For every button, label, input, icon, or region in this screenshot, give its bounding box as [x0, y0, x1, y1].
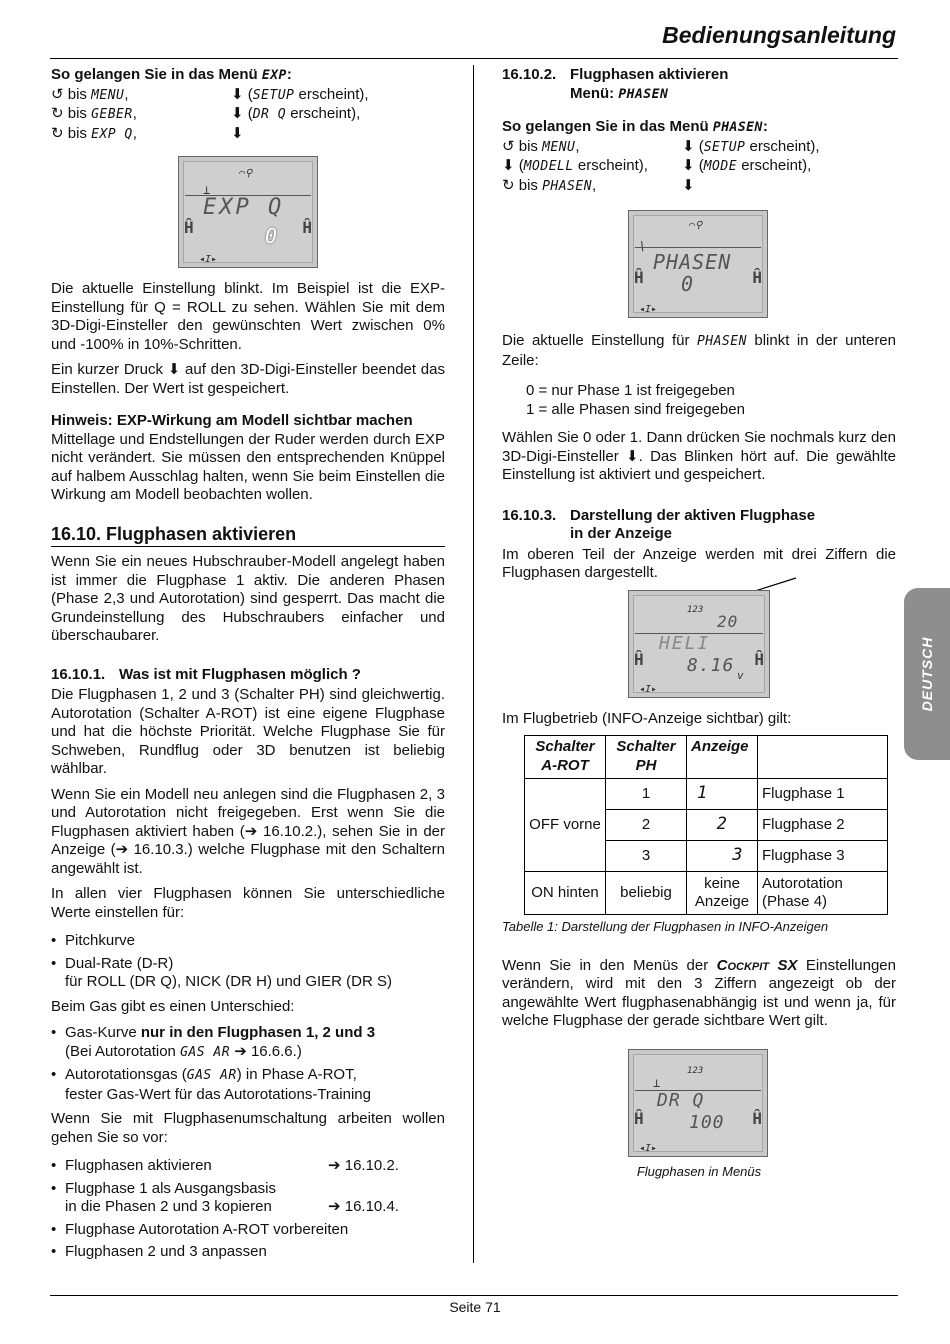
paragraph: Beim Gas gibt es einen Unterschied:: [51, 997, 295, 1015]
lcd-info-display: [628, 590, 770, 698]
table-header-row: [525, 736, 888, 779]
trim-bottom-icon: ◂I▸: [639, 683, 658, 695]
table-cell: 3: [606, 841, 687, 872]
list-item: • Autorotationsgas (GAS AR) in Phase A-ROT, fester Gas-Wert für das Autorotations-Training: [51, 1066, 445, 1104]
trim-right-icon: Ĥ: [752, 268, 762, 287]
footer-rule: [50, 1295, 898, 1296]
gas-list: [51, 1024, 445, 1104]
column-divider: [473, 65, 474, 1263]
right-column: [502, 66, 896, 1181]
nav-step: ⬇ (MODELL erscheint),: [502, 157, 648, 174]
lcd-phasen-value: 0: [681, 272, 697, 296]
trim-left-icon: Ĥ: [634, 268, 644, 287]
table-cell: Flugphase 2: [758, 810, 888, 841]
lcd-info-main: HELI: [659, 632, 711, 654]
lcd-phase-digits: 123: [687, 604, 704, 615]
paragraph: In allen vier Flugphasen können Sie unterschiedliche Werte einstellen für:: [51, 885, 445, 921]
list-item: • Gas-Kurve nur in den Flugphasen 1, 2 und 3 (Bei Autorotation GAS AR ➔ 16.6.6.): [51, 1024, 445, 1062]
table-cell: Flugphase 1: [758, 779, 888, 810]
table-cell: keine Anzeige: [687, 872, 758, 915]
hint-title: Hinweis: EXP-Wirkung am Modell sichtbar machen: [51, 412, 413, 429]
nav-step: ↻ bis PHASEN,: [502, 176, 597, 194]
list-item: • Flugphasen aktivieren ➔ 16.10.2.: [51, 1157, 445, 1176]
trim-bottom-icon: ◂I▸: [639, 1142, 658, 1154]
nav-step: ↻ bis EXP Q,: [51, 124, 137, 142]
table-cell: 2: [687, 810, 758, 841]
lcd-exp-display: [178, 156, 318, 268]
table-cell: OFF vorne: [525, 779, 606, 872]
header-rule: [50, 58, 898, 59]
lcd-info-wrap: [502, 590, 896, 698]
table-header: Schalter A-ROT: [525, 736, 606, 779]
page-number: Seite 71: [449, 1299, 501, 1315]
lcd-exp-value: 0: [265, 224, 281, 248]
table-cell: 1: [606, 779, 687, 810]
list-item: • Flugphase 1 als Ausgangsbasis in die Phasen 2 und 3 kopieren ➔ 16.10.4.: [51, 1180, 445, 1217]
lcd-info-unit: v: [737, 668, 744, 682]
lcd-phasen-display: [628, 210, 768, 318]
option-0: 0 = nur Phase 1 ist freigegeben: [526, 382, 735, 399]
nav-step: ↻ bis GEBER,: [51, 105, 137, 122]
list-item: • Dual-Rate (D-R) für ROLL (DR Q), NICK (DR H) und GIER (DR S): [51, 955, 445, 992]
section-heading-16-10-1: 16.10.1. Was ist mit Flugphasen möglich ?: [51, 665, 361, 683]
list-item: • Flugphase Autorotation A-ROT vorbereiten: [51, 1221, 445, 1240]
option-1: 1 = alle Phasen sind freigegeben: [526, 400, 745, 418]
page-header-title: Bedienungsanleitung: [662, 22, 896, 48]
lcd-info-voltage: 8.16: [687, 654, 735, 676]
trim-bottom-icon: ◂I▸: [639, 304, 658, 315]
table-header: Schalter PH: [606, 736, 687, 779]
nav-step: ⬇: [231, 124, 244, 142]
table-cell: 2: [606, 810, 687, 841]
table-row: [525, 779, 888, 810]
trim-right-icon: Ĥ: [752, 1108, 762, 1128]
nav-step: ⬇: [682, 176, 695, 194]
table-cell: 1: [687, 779, 758, 810]
lcd-phase-digits: 123: [687, 1065, 704, 1076]
stick-icon: \: [639, 239, 647, 253]
paragraph: Im oberen Teil der Anzeige werden mit drei Ziffern die Flugphasen dargestellt.: [502, 545, 896, 581]
paragraph: Ein kurzer Druck ⬇ auf den 3D-Digi-Einsteller beendet das Einstellen. Der Wert ist gespeichert.: [51, 361, 445, 397]
stick-icon: ⊥: [653, 1075, 661, 1090]
trim-left-icon: Ĥ: [184, 218, 194, 237]
nav-step: ↺ bis MENU,: [51, 85, 129, 103]
table-header: Anzeige: [687, 736, 758, 779]
paragraph: Wenn Sie ein Modell neu anlegen sind die Flugphasen 2, 3 und Autorotation nicht freigegeben. Erst wenn Sie die Flugphasen aktiviert haben (➔ 16.10.2.), sehen Sie in der Anzeige (➔ 16.10.3.) welche Flugphase mit den Schaltern angewählt ist.: [51, 785, 445, 877]
paragraph: Wenn Sie mit Flugphasenumschaltung arbeiten wollen gehen Sie so vor:: [51, 1110, 445, 1146]
trim-bottom-icon: ◂I▸: [199, 254, 218, 265]
paragraph: Die Flugphasen 1, 2 und 3 (Schalter PH) sind gleichwertig. Autorotation (Schalter A-ROT) ist eine eigene Flugphase und hat die höchste Priorität. Welche Flugphase Sie für Schweben, Rundflug oder 3D benutzen ist beliebig wählbar.: [51, 686, 445, 777]
lcd-menu-value: 100: [689, 1111, 725, 1133]
heli-icon: ⌒⚲: [239, 168, 253, 179]
lcd-phasen-main: PHASEN: [653, 250, 732, 274]
lcd-exp-main: EXP Q: [203, 195, 285, 220]
settings-list: [51, 932, 445, 992]
hint-text: Mittellage und Endstellungen der Ruder werden durch EXP nicht verändert. Sie müssen den entsprechenden Knüppel auf halbem Ausschlag halten, wenn Sie beim Einstellen die Wirkung am Modell beobachten wollen.: [51, 430, 445, 503]
section-heading-16-10-3: 16.10.3. Darstellung der aktiven Flugphase in der Anzeige: [502, 506, 816, 542]
section-heading-16-10-2: 16.10.2. Flugphasen aktivieren Menü: PHASEN: [502, 66, 729, 102]
nav-step: ⬇ (MODE erscheint),: [682, 157, 812, 174]
nav-step: ⬇ (SETUP erscheint),: [682, 137, 820, 155]
paragraph: Die aktuelle Einstellung für PHASEN blinkt in der unteren Zeile:: [502, 332, 896, 369]
phasen-nav-heading: So gelangen Sie in das Menü PHASEN:: [502, 118, 768, 135]
paragraph: Wenn Sie ein neues Hubschrauber-Modell angelegt haben ist immer die Flugphase 1 aktiv. Die anderen Phasen (Phase 2,3 und Autorotation) sind gesperrt. Das macht die Grundeinstellung des Hubschraubers einfacher und überschaubarer.: [51, 553, 445, 644]
flight-phase-table: [524, 735, 888, 915]
lcd-menu-caption: Flugphasen in Menüs: [636, 1163, 762, 1179]
table-cell: Autorotation (Phase 4): [758, 872, 888, 915]
language-tab: [904, 588, 950, 760]
table-cell: ON hinten: [525, 872, 606, 915]
language-tab-label: DEUTSCH: [918, 636, 935, 712]
paragraph: Wählen Sie 0 oder 1. Dann drücken Sie nochmals kurz den 3D-Digi-Einsteller ⬇. Das Blinken hört auf. Die gewählte Einstellung ist aktiviert und gespeichert.: [502, 429, 896, 483]
exp-nav-steps: [51, 86, 445, 145]
left-column: [51, 66, 445, 1268]
lcd-menu-display: [628, 1049, 768, 1157]
table-caption: Tabelle 1: Darstellung der Flugphasen in INFO-Anzeigen: [502, 919, 829, 934]
nav-step: ↺ bis MENU,: [502, 137, 580, 155]
exp-nav-heading: So gelangen Sie in das Menü EXP:: [51, 66, 292, 83]
paragraph: Im Flugbetrieb (INFO-Anzeige sichtbar) gilt:: [502, 709, 792, 727]
procedure-list: [51, 1157, 445, 1262]
table-cell: 3: [687, 841, 758, 872]
paragraph: Die aktuelle Einstellung blinkt. Im Beispiel ist die EXP-Einstellung für Q = ROLL zu sehen. Wählen Sie mit dem 3D-Digi-Einsteller den gewünschten Wert zwischen 0% und -100% in 10%-Schritten.: [51, 280, 445, 353]
trim-left-icon: Ĥ: [634, 1108, 644, 1128]
table-cell: beliebig: [606, 872, 687, 915]
table-cell: Flugphase 3: [758, 841, 888, 872]
table-header: [758, 736, 888, 779]
list-item: • Pitchkurve: [51, 932, 445, 951]
trim-left-icon: Ĥ: [634, 649, 644, 669]
stick-icon: ⊥: [203, 183, 211, 197]
trim-right-icon: Ĥ: [302, 218, 312, 237]
table-row: [525, 872, 888, 915]
lcd-menu-main: DR Q: [657, 1089, 705, 1111]
heli-icon: ⌒⚲: [689, 220, 703, 231]
section-heading-16-10: 16.10. Flugphasen aktivieren: [51, 525, 445, 548]
paragraph: Wenn Sie in den Menüs der Cockpit SX Einstellungen verändern, wird mit den 3 Ziffern angezeigt ob der angewählte Wert flugphasenabhängig ist und wenn ja, für welche Flugphase der gerade sichtbare Wert gilt.: [502, 956, 896, 1029]
nav-step: ⬇ (DR Q erscheint),: [231, 105, 361, 122]
nav-step: ⬇ (SETUP erscheint),: [231, 85, 369, 103]
trim-right-icon: Ĥ: [754, 649, 764, 669]
list-item: • Flugphasen 2 und 3 anpassen: [51, 1243, 445, 1262]
lcd-info-number: 20: [717, 611, 739, 631]
phasen-nav-steps: [502, 138, 896, 197]
